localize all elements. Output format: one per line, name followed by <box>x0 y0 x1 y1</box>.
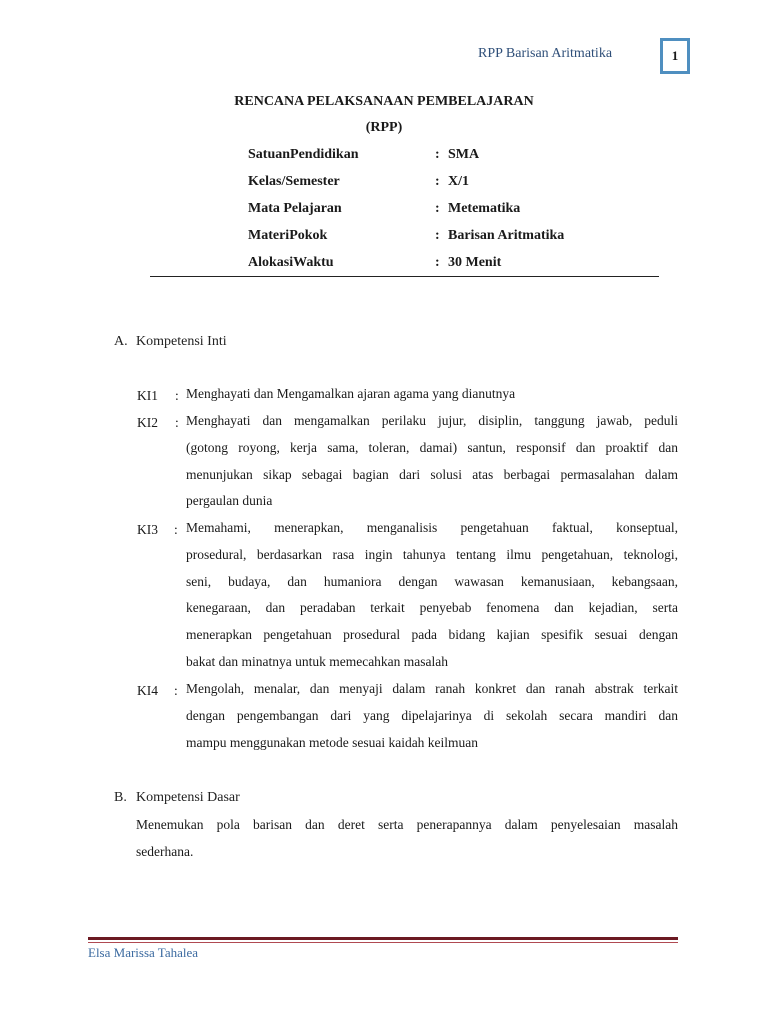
ki-line: menerapkan pengetahuan prosedural pada bidang kajian spesifik sesuai dengan <box>186 627 678 643</box>
ki-text <box>186 515 678 676</box>
ki-line: Menghayati dan mengamalkan perilaku jujur, disiplin, tanggung jawab, peduli <box>186 413 678 428</box>
identity-value: 30 Menit <box>448 255 502 270</box>
ki-line: bakat dan minatnya untuk memecahkan masalah <box>186 653 449 669</box>
footer-divider <box>88 937 678 940</box>
identity-colon: : <box>435 228 440 243</box>
document-subtitle: (RPP) <box>365 120 403 135</box>
ki-text <box>186 676 678 756</box>
ki-line: mampu menggunakan metode sesuai kaidah keilmuan <box>186 734 479 750</box>
ki-text <box>186 408 678 515</box>
ki-code: KI2 <box>137 415 158 430</box>
kd-line: Menemukan pola barisan dan deret serta penerapannya dalam penyelesaian masalah <box>136 817 678 832</box>
ki-line: Mengolah, menalar, dan menyaji dalam ranah konkret dan ranah abstrak terkait <box>186 681 678 696</box>
identity-label: MateriPokok <box>248 228 328 243</box>
ki-line: menunjukan sikap sebagai bagian dari solusi atas berbagai permasalahan dalam <box>186 466 678 482</box>
identity-label: AlokasiWaktu <box>248 255 334 270</box>
identity-label: Kelas/Semester <box>248 174 340 189</box>
identity-colon: : <box>435 201 440 216</box>
identity-colon: : <box>435 147 440 162</box>
ki-code: KI3 <box>137 522 158 537</box>
ki-line: kenegaraan, dan peradaban terkait penyebab fenomena dan kejadian, serta <box>186 600 678 616</box>
ki-colon: : <box>175 388 179 403</box>
section-a-letter: A. <box>114 334 128 349</box>
ki-colon: : <box>175 415 179 430</box>
ki-line: (gotong royong, kerja sama, toleran, damai) santun, responsif dan proaktif dan <box>186 439 678 455</box>
title-divider <box>150 276 659 277</box>
identity-label: Mata Pelajaran <box>248 201 342 216</box>
section-b-letter: B. <box>114 790 127 805</box>
ki-code: KI1 <box>137 388 158 403</box>
ki-line: Memahami, menerapkan, menganalisis pengetahuan faktual, konseptual, <box>186 520 678 535</box>
ki-line: Menghayati dan Mengamalkan ajaran agama yang dianutnya <box>186 386 516 401</box>
page-number-box <box>660 38 690 74</box>
identity-value: SMA <box>448 147 480 162</box>
footer-divider-thin <box>88 942 678 943</box>
section-a-heading <box>114 334 227 350</box>
ki-line: pergaulan dunia <box>186 493 273 509</box>
section-b-title: Kompetensi Dasar <box>136 790 240 805</box>
identity-colon: : <box>435 174 440 189</box>
running-header-title: RPP Barisan Aritmatika <box>478 46 613 61</box>
ki-line: prosedural, berdasarkan rasa ingin tahunya tentang ilmu pengetahuan, teknologi, <box>186 546 678 562</box>
footer-author: Elsa Marissa Tahalea <box>88 945 199 960</box>
section-a-title: Kompetensi Inti <box>136 334 227 349</box>
ki-text <box>186 381 678 408</box>
ki-line: dengan pengembangan dari yang dipelajarinya di sekolah secara mandiri dan <box>186 707 678 723</box>
ki-code: KI4 <box>137 683 158 698</box>
identity-value: X/1 <box>448 174 469 189</box>
identity-value: Barisan Aritmatika <box>448 228 565 243</box>
page-number: 1 <box>671 48 679 63</box>
kd-text <box>136 811 678 865</box>
section-b-heading <box>114 790 240 806</box>
identity-colon: : <box>435 255 440 270</box>
kd-line: sederhana. <box>136 844 194 859</box>
identity-label: SatuanPendidikan <box>248 147 359 162</box>
document-title: RENCANA PELAKSANAAN PEMBELAJARAN <box>234 94 534 109</box>
ki-colon: : <box>174 522 178 537</box>
ki-colon: : <box>174 683 178 698</box>
ki-line: seni, budaya, dan humaniora dengan wawasan kemanusiaan, kebangsaan, <box>186 573 678 589</box>
identity-value: Metematika <box>448 201 521 216</box>
